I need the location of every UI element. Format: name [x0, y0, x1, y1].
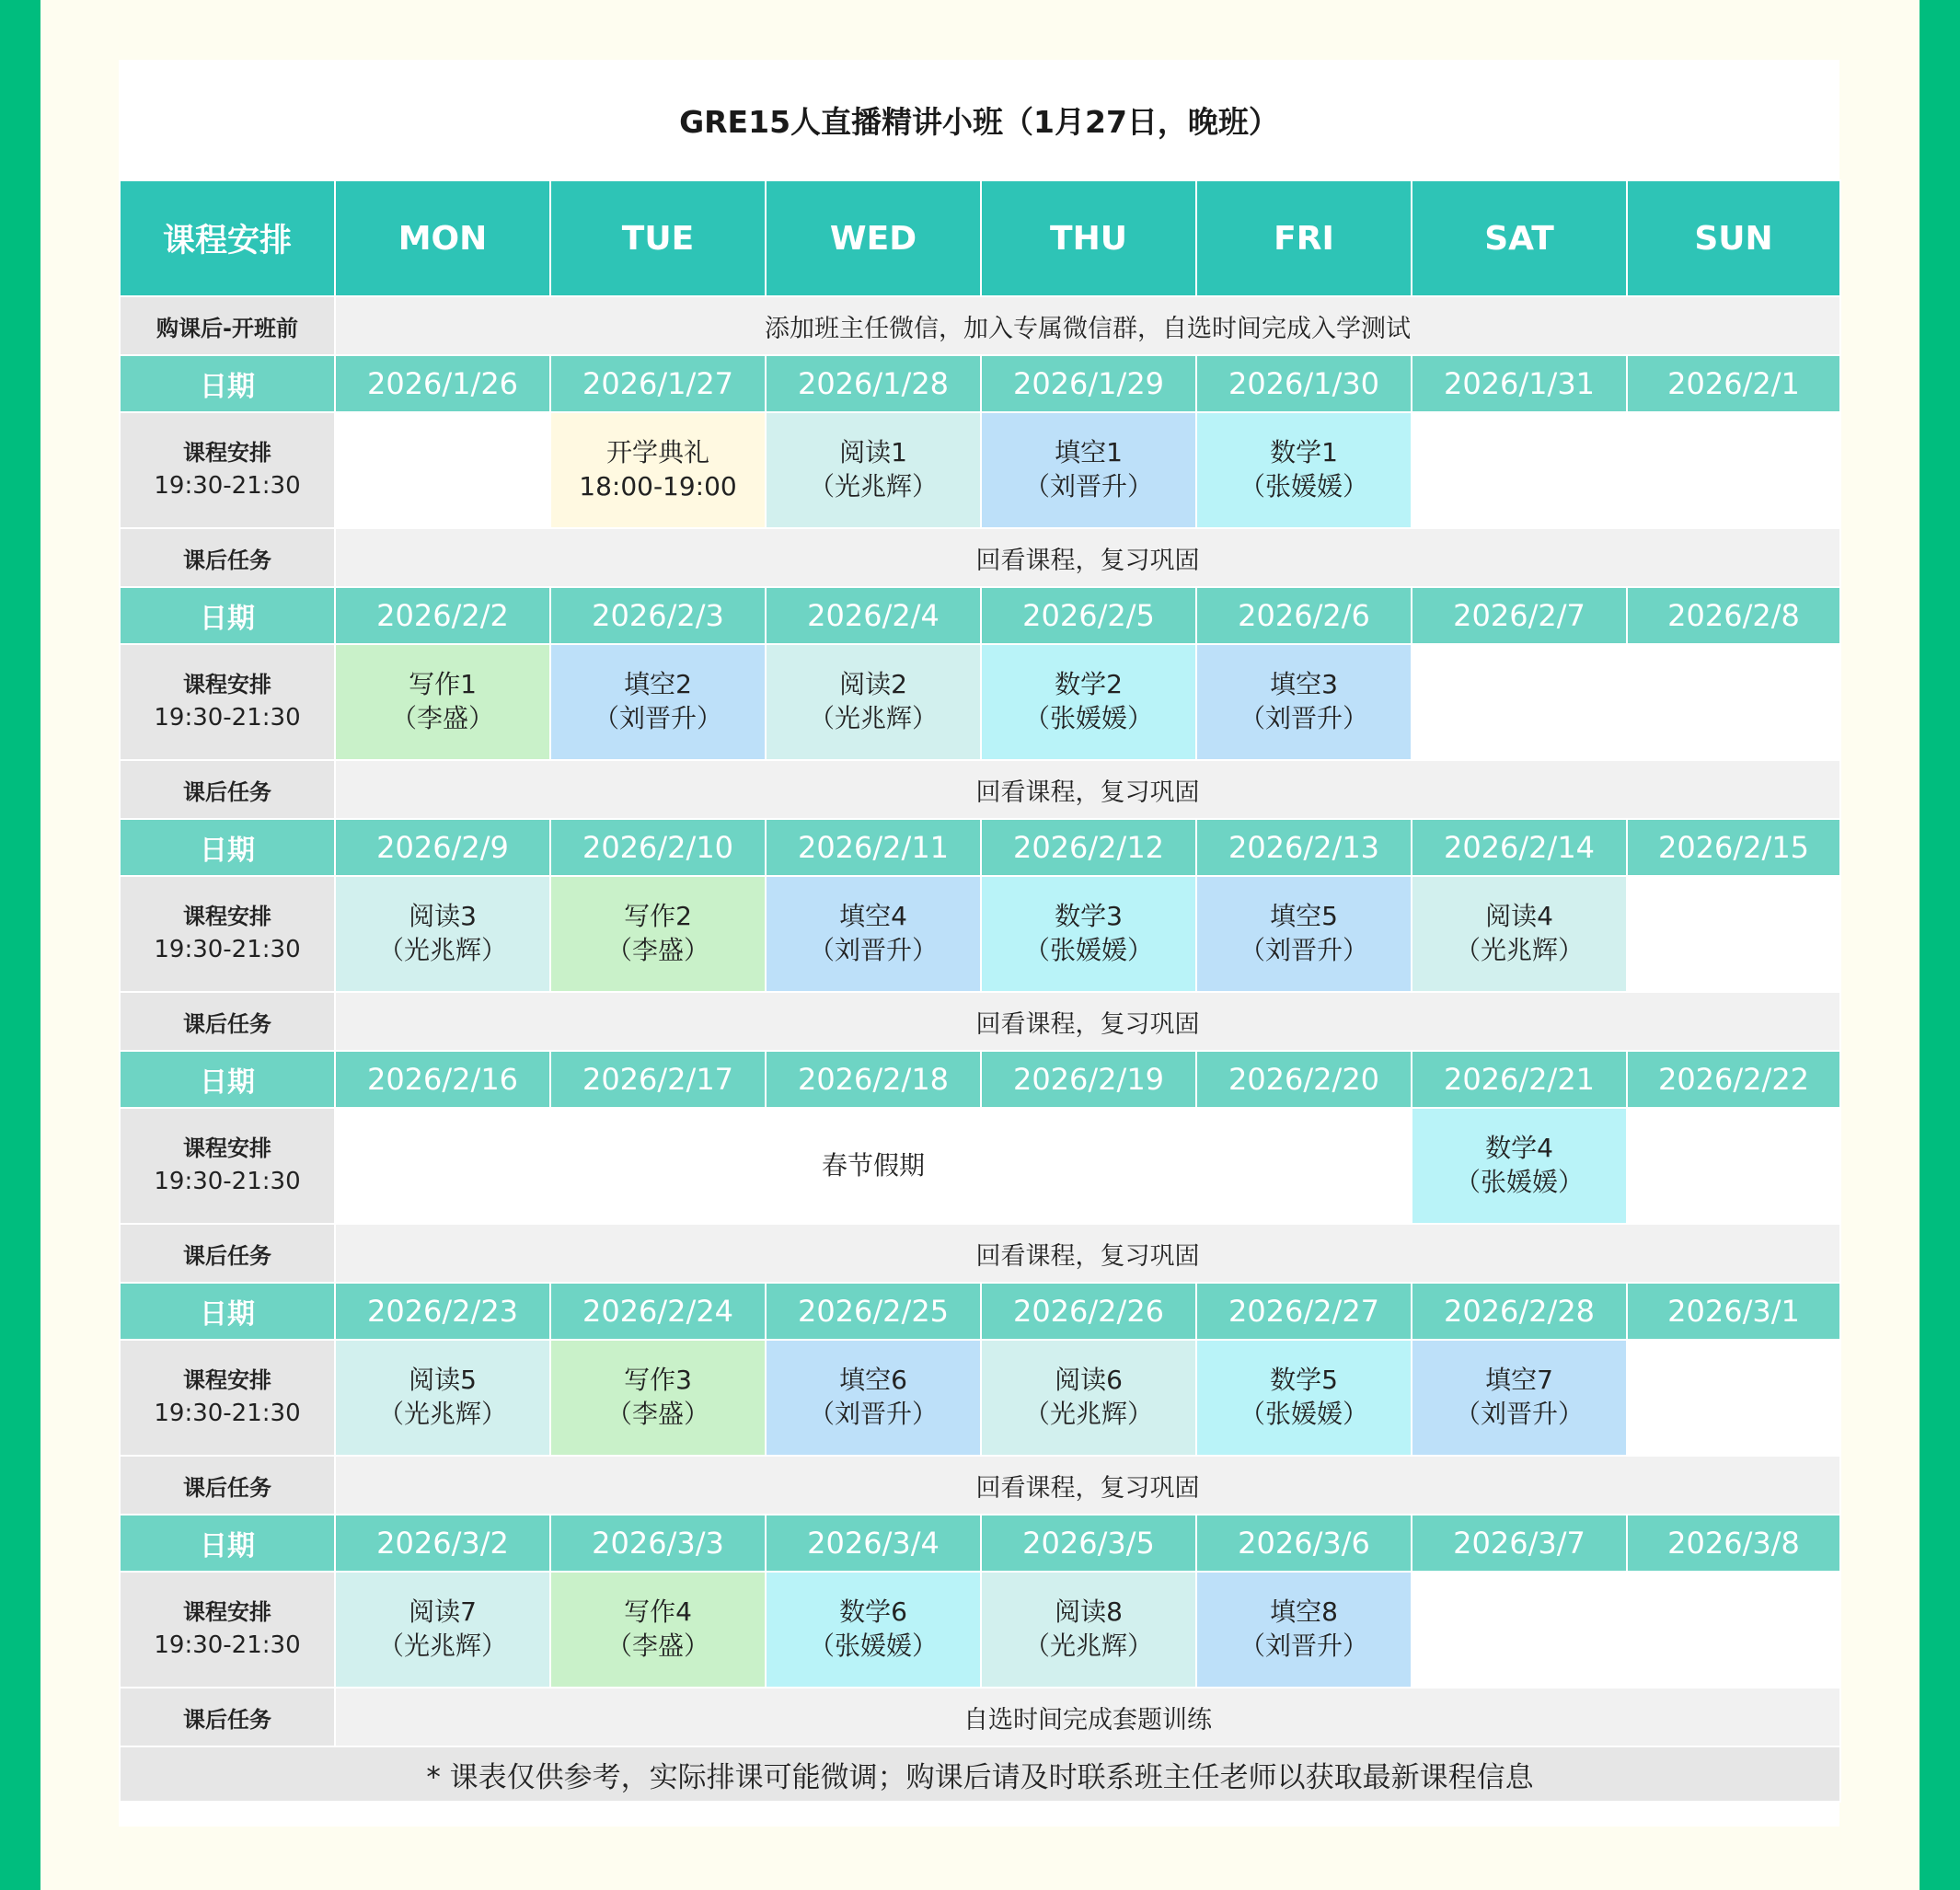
date-cell: 2026/2/19	[981, 1051, 1196, 1108]
date-cell: 2026/2/17	[550, 1051, 766, 1108]
course-cell	[550, 1572, 766, 1688]
date-cell: 2026/2/18	[766, 1051, 981, 1108]
course-teacher: （李盛）	[605, 1631, 709, 1661]
course-name: 阅读4	[1485, 901, 1553, 932]
course-teacher: （刘晋升）	[1239, 1631, 1368, 1661]
course-name: 阅读7	[409, 1596, 477, 1628]
course-cell	[766, 876, 981, 992]
course-name: 填空5	[1270, 901, 1338, 932]
course-cell	[981, 412, 1196, 528]
course-cell	[1627, 644, 1840, 760]
course-name: 数学3	[1055, 901, 1123, 932]
course-name: 数学2	[1055, 669, 1123, 700]
task-row	[120, 1456, 1840, 1515]
schedule-label	[120, 1340, 335, 1456]
date-cell: 2026/2/24	[550, 1283, 766, 1340]
date-cell: 2026/2/22	[1627, 1051, 1840, 1108]
date-cell: 2026/1/26	[335, 355, 550, 412]
pre-class-row	[120, 296, 1840, 355]
date-cell: 2026/1/31	[1412, 355, 1627, 412]
task-label: 课后任务	[120, 1456, 335, 1515]
course-name: 填空6	[839, 1365, 907, 1396]
date-cell: 2026/3/8	[1627, 1515, 1840, 1572]
course-teacher: （李盛）	[390, 703, 494, 733]
schedule-label-title: 课程安排	[183, 1366, 271, 1393]
date-cell: 2026/2/9	[335, 819, 550, 876]
course-name: 写作4	[624, 1596, 692, 1628]
schedule-label-time: 19:30-21:30	[154, 1399, 301, 1427]
course-teacher: （刘晋升）	[1239, 935, 1368, 965]
holiday-cell: 春节假期	[335, 1108, 1412, 1224]
course-cell	[335, 644, 550, 760]
schedule-row	[120, 1340, 1840, 1456]
course-teacher: （光兆辉）	[1023, 1631, 1153, 1661]
course-cell	[1196, 644, 1412, 760]
date-cell: 2026/2/6	[1196, 587, 1412, 644]
header-day: SUN	[1627, 180, 1840, 296]
date-cell: 2026/2/8	[1627, 587, 1840, 644]
date-label: 日期	[120, 1515, 335, 1572]
course-name: 数学6	[839, 1596, 907, 1628]
footer-note: * 课表仅供参考，实际排课可能微调；购课后请及时联系班主任老师以获取最新课程信息	[120, 1746, 1840, 1802]
task-row	[120, 760, 1840, 819]
date-cell: 2026/2/2	[335, 587, 550, 644]
date-cell: 2026/3/3	[550, 1515, 766, 1572]
course-name: 数学4	[1485, 1133, 1553, 1164]
course-cell	[335, 876, 550, 992]
date-row	[120, 819, 1840, 876]
course-name: 填空4	[839, 901, 907, 932]
schedule-row	[120, 1572, 1840, 1688]
pre-class-text: 添加班主任微信，加入专属微信群，自选时间完成入学测试	[335, 296, 1840, 355]
task-text: 回看课程，复习巩固	[335, 1224, 1840, 1283]
course-name: 填空2	[624, 669, 692, 700]
header-day: MON	[335, 180, 550, 296]
course-teacher: （光兆辉）	[1454, 935, 1584, 965]
task-text: 回看课程，复习巩固	[335, 528, 1840, 587]
date-cell: 2026/1/30	[1196, 355, 1412, 412]
course-teacher: （光兆辉）	[1023, 1399, 1153, 1429]
course-cell	[766, 412, 981, 528]
course-teacher: （张媛媛）	[808, 1631, 938, 1661]
course-teacher: 18:00-19:00	[579, 471, 737, 501]
course-cell	[550, 1340, 766, 1456]
course-teacher: （光兆辉）	[808, 703, 938, 733]
date-cell: 2026/2/27	[1196, 1283, 1412, 1340]
task-label: 课后任务	[120, 528, 335, 587]
course-teacher: （刘晋升）	[593, 703, 722, 733]
date-row	[120, 1051, 1840, 1108]
course-cell	[1627, 1340, 1840, 1456]
date-row	[120, 355, 1840, 412]
date-label: 日期	[120, 1051, 335, 1108]
header-day: WED	[766, 180, 981, 296]
date-cell: 2026/2/23	[335, 1283, 550, 1340]
right-accent-bar	[1920, 0, 1960, 1890]
date-cell: 2026/2/14	[1412, 819, 1627, 876]
page-title: GRE15人直播精讲小班（1月27日，晚班）	[679, 103, 1279, 140]
course-cell	[1196, 876, 1412, 992]
course-teacher: （张媛媛）	[1239, 471, 1368, 501]
date-cell: 2026/2/26	[981, 1283, 1196, 1340]
course-name: 填空3	[1270, 669, 1338, 700]
schedule-label	[120, 1572, 335, 1688]
date-cell: 2026/2/3	[550, 587, 766, 644]
course-name: 开学典礼	[605, 437, 709, 468]
course-cell	[1627, 876, 1840, 992]
task-row	[120, 528, 1840, 587]
date-cell: 2026/3/4	[766, 1515, 981, 1572]
course-cell	[335, 1572, 550, 1688]
course-teacher: （张媛媛）	[1023, 935, 1153, 965]
course-cell	[550, 876, 766, 992]
date-cell: 2026/3/1	[1627, 1283, 1840, 1340]
schedule-table	[119, 179, 1841, 1803]
course-name: 填空1	[1055, 437, 1123, 468]
date-cell: 2026/2/21	[1412, 1051, 1627, 1108]
course-cell	[1412, 412, 1627, 528]
date-cell: 2026/1/29	[981, 355, 1196, 412]
header-day: TUE	[550, 180, 766, 296]
course-cell	[1412, 876, 1627, 992]
date-row	[120, 1515, 1840, 1572]
date-cell: 2026/2/10	[550, 819, 766, 876]
schedule-label	[120, 412, 335, 528]
task-row	[120, 1688, 1840, 1746]
course-cell	[1412, 644, 1627, 760]
task-label: 课后任务	[120, 760, 335, 819]
date-cell: 2026/3/7	[1412, 1515, 1627, 1572]
date-label: 日期	[120, 1283, 335, 1340]
pre-class-label: 购课后-开班前	[120, 296, 335, 355]
course-name: 阅读6	[1055, 1365, 1123, 1396]
schedule-label-title: 课程安排	[183, 439, 271, 466]
course-cell	[1627, 1572, 1840, 1688]
date-cell: 2026/2/28	[1412, 1283, 1627, 1340]
schedule-label-title: 课程安排	[183, 671, 271, 697]
schedule-row	[120, 876, 1840, 992]
schedule-row	[120, 412, 1840, 528]
date-label: 日期	[120, 587, 335, 644]
date-cell: 2026/2/13	[1196, 819, 1412, 876]
course-cell	[766, 1572, 981, 1688]
footer-row	[120, 1746, 1840, 1802]
course-cell	[981, 644, 1196, 760]
course-cell	[981, 1340, 1196, 1456]
date-cell: 2026/2/5	[981, 587, 1196, 644]
course-name: 阅读8	[1055, 1596, 1123, 1628]
course-teacher: （刘晋升）	[808, 935, 938, 965]
schedule-label-title: 课程安排	[183, 1598, 271, 1625]
task-label: 课后任务	[120, 992, 335, 1051]
course-cell	[1412, 1572, 1627, 1688]
course-cell	[550, 644, 766, 760]
date-cell: 2026/1/27	[550, 355, 766, 412]
schedule-label-time: 19:30-21:30	[154, 935, 301, 963]
course-cell	[1412, 1108, 1627, 1224]
date-cell: 2026/3/2	[335, 1515, 550, 1572]
schedule-label	[120, 1108, 335, 1224]
course-cell	[766, 1340, 981, 1456]
course-name: 写作2	[624, 901, 692, 932]
course-teacher: （刘晋升）	[808, 1399, 938, 1429]
course-teacher: （刘晋升）	[1454, 1399, 1584, 1429]
task-row	[120, 1224, 1840, 1283]
task-text: 回看课程，复习巩固	[335, 992, 1840, 1051]
course-cell	[766, 644, 981, 760]
course-teacher: （张媛媛）	[1239, 1399, 1368, 1429]
course-teacher: （光兆辉）	[377, 1399, 507, 1429]
course-teacher: （刘晋升）	[1023, 471, 1153, 501]
course-name: 阅读5	[409, 1365, 477, 1396]
header-day: THU	[981, 180, 1196, 296]
course-teacher: （光兆辉）	[377, 935, 507, 965]
header-day: FRI	[1196, 180, 1412, 296]
course-cell	[1627, 412, 1840, 528]
header-label: 课程安排	[120, 180, 335, 296]
schedule-label	[120, 644, 335, 760]
course-cell	[981, 876, 1196, 992]
course-cell	[335, 412, 550, 528]
course-name: 阅读2	[839, 669, 907, 700]
course-teacher: （张媛媛）	[1023, 703, 1153, 733]
left-accent-bar	[0, 0, 40, 1890]
date-cell: 2026/2/20	[1196, 1051, 1412, 1108]
course-name: 阅读1	[839, 437, 907, 468]
course-name: 填空7	[1485, 1365, 1553, 1396]
course-teacher: （刘晋升）	[1239, 703, 1368, 733]
course-cell	[1196, 412, 1412, 528]
course-cell	[1412, 1340, 1627, 1456]
schedule-label-title: 课程安排	[183, 1135, 271, 1161]
course-name: 写作1	[409, 669, 477, 700]
task-label: 课后任务	[120, 1688, 335, 1746]
course-name: 数学5	[1270, 1365, 1338, 1396]
course-name: 填空8	[1270, 1596, 1338, 1628]
date-cell: 2026/2/16	[335, 1051, 550, 1108]
date-cell: 2026/2/11	[766, 819, 981, 876]
schedule-label-time: 19:30-21:30	[154, 703, 301, 732]
course-teacher: （李盛）	[605, 935, 709, 965]
date-label: 日期	[120, 819, 335, 876]
schedule-card	[119, 60, 1839, 1827]
schedule-row	[120, 1108, 1840, 1224]
date-cell: 2026/2/1	[1627, 355, 1840, 412]
date-label: 日期	[120, 355, 335, 412]
course-cell	[1196, 1572, 1412, 1688]
schedule-row	[120, 644, 1840, 760]
task-text: 自选时间完成套题训练	[335, 1688, 1840, 1746]
course-cell	[1196, 1340, 1412, 1456]
course-cell	[981, 1572, 1196, 1688]
course-cell	[335, 1340, 550, 1456]
course-cell	[550, 412, 766, 528]
schedule-label-time: 19:30-21:30	[154, 1631, 301, 1659]
course-teacher: （张媛媛）	[1454, 1167, 1584, 1197]
schedule-label-time: 19:30-21:30	[154, 471, 301, 500]
date-cell: 2026/2/15	[1627, 819, 1840, 876]
course-teacher: （光兆辉）	[808, 471, 938, 501]
date-cell: 2026/2/4	[766, 587, 981, 644]
course-name: 数学1	[1270, 437, 1338, 468]
date-cell: 2026/2/7	[1412, 587, 1627, 644]
date-cell: 2026/2/12	[981, 819, 1196, 876]
date-cell: 2026/1/28	[766, 355, 981, 412]
header-day: SAT	[1412, 180, 1627, 296]
course-teacher: （光兆辉）	[377, 1631, 507, 1661]
course-name: 阅读3	[409, 901, 477, 932]
date-cell: 2026/2/25	[766, 1283, 981, 1340]
task-row	[120, 992, 1840, 1051]
date-row	[120, 587, 1840, 644]
date-cell: 2026/3/6	[1196, 1515, 1412, 1572]
schedule-label-time: 19:30-21:30	[154, 1167, 301, 1195]
schedule-label	[120, 876, 335, 992]
task-text: 回看课程，复习巩固	[335, 1456, 1840, 1515]
header-row	[120, 180, 1840, 296]
date-cell: 2026/3/5	[981, 1515, 1196, 1572]
task-label: 课后任务	[120, 1224, 335, 1283]
task-text: 回看课程，复习巩固	[335, 760, 1840, 819]
date-row	[120, 1283, 1840, 1340]
course-name: 写作3	[624, 1365, 692, 1396]
course-cell	[1627, 1108, 1840, 1224]
course-teacher: （李盛）	[605, 1399, 709, 1429]
schedule-label-title: 课程安排	[183, 903, 271, 929]
